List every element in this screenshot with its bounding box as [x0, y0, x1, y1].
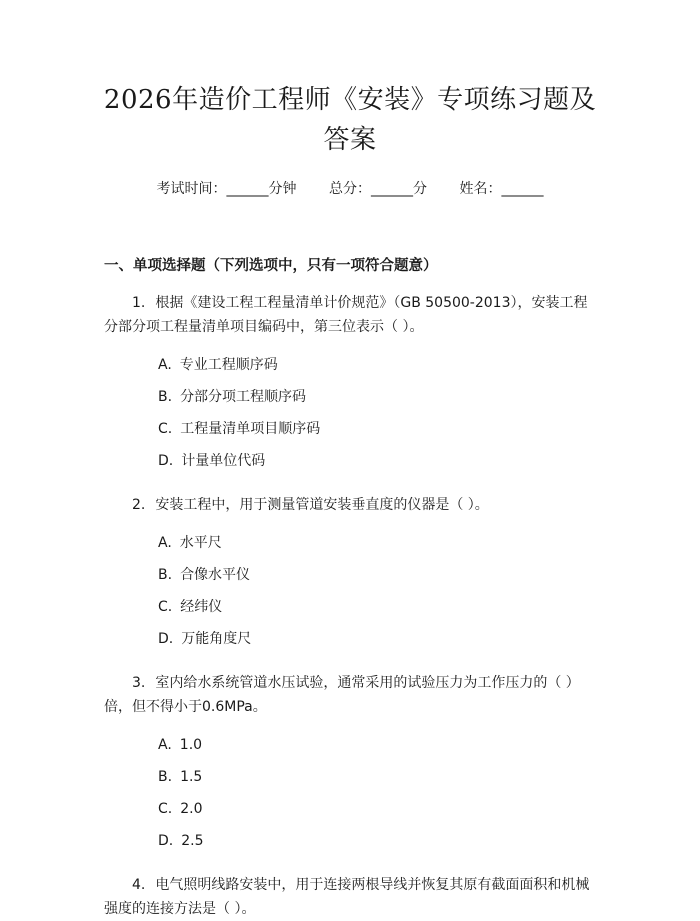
option-text: 万能角度尺 — [181, 631, 252, 647]
question-text: 电气照明线路安装中，用于连接两根导线并恢复其原有截面面积和机械强度的连接方法是（ ）。 — [104, 877, 590, 917]
option-letter: D. — [158, 631, 174, 647]
option-a — [158, 349, 700, 381]
option-letter: C. — [158, 599, 173, 615]
question-text: 室内给水系统管道水压试验，通常采用的试验压力为工作压力的（ ）倍，但不得小于0.6MPa。 — [104, 675, 580, 715]
question-2-options — [0, 527, 700, 655]
option-d — [158, 825, 700, 857]
option-text: 1.5 — [180, 769, 203, 785]
option-letter: D. — [158, 833, 174, 849]
option-b — [158, 761, 700, 793]
option-c — [158, 591, 700, 623]
option-text: 合像水平仪 — [180, 567, 251, 583]
option-text: 水平尺 — [179, 535, 222, 551]
option-text: 工程量清单项目顺序码 — [180, 421, 321, 437]
exam-score: 总分：______分 — [329, 181, 427, 197]
option-letter: A. — [158, 737, 172, 753]
section-heading: 一、单项选择题（下列选项中，只有一项符合题意） — [104, 258, 438, 274]
option-b — [158, 559, 700, 591]
exam-name: 姓名：______ — [459, 181, 544, 197]
option-a — [158, 527, 700, 559]
question-text: 安装工程中，用于测量管道安装垂直度的仪器是（ ）。 — [155, 497, 489, 513]
question-3 — [104, 671, 596, 719]
document-title: 2026年造价工程师《安装》专项练习题及答案 — [103, 85, 597, 155]
option-letter: C. — [158, 801, 173, 817]
option-letter: B. — [158, 389, 173, 405]
option-letter: B. — [158, 769, 173, 785]
option-d — [158, 445, 700, 477]
question-1-options — [0, 349, 700, 477]
option-letter: A. — [158, 357, 172, 373]
option-text: 2.0 — [180, 801, 203, 817]
option-letter: C. — [158, 421, 173, 437]
question-number: 2. — [132, 497, 146, 513]
option-text: 经纬仪 — [180, 599, 223, 615]
question-number: 3. — [132, 675, 146, 691]
question-text: 根据《建设工程工程量清单计价规范》（GB 50500-2013），安装工程分部分项工程量清单项目编码中，第三位表示（ ）。 — [104, 295, 588, 335]
option-letter: B. — [158, 567, 173, 583]
question-number: 4. — [132, 877, 146, 893]
option-text: 计量单位代码 — [181, 453, 266, 469]
option-letter: D. — [158, 453, 174, 469]
question-number: 1. — [132, 295, 146, 311]
question-4 — [104, 873, 596, 921]
option-text: 专业工程顺序码 — [179, 357, 278, 373]
exam-meta — [0, 178, 700, 198]
question-1 — [104, 291, 596, 339]
question-3-options — [0, 729, 700, 857]
exam-time: 考试时间：______分钟 — [156, 181, 297, 197]
option-a — [158, 729, 700, 761]
option-c — [158, 413, 700, 445]
option-b — [158, 381, 700, 413]
option-text: 分部分项工程顺序码 — [180, 389, 307, 405]
option-text: 2.5 — [181, 833, 204, 849]
question-2 — [104, 493, 596, 517]
option-letter: A. — [158, 535, 172, 551]
option-d — [158, 623, 700, 655]
option-c — [158, 793, 700, 825]
option-text: 1.0 — [179, 737, 203, 753]
